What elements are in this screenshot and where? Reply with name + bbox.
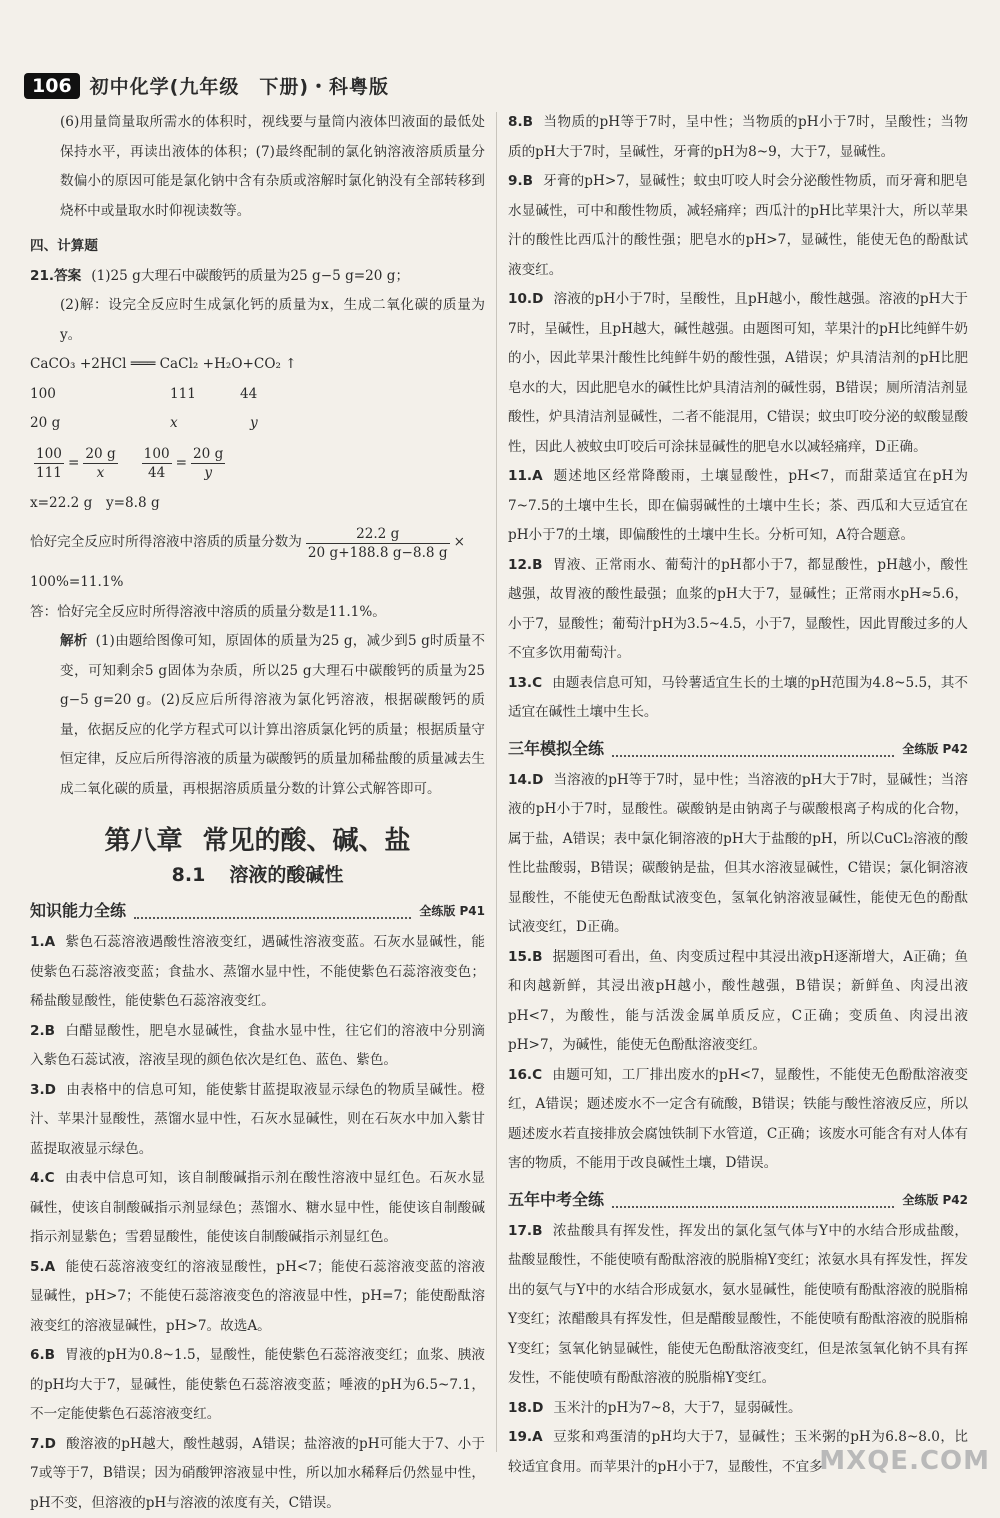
section-heading [30, 860, 485, 890]
list-item: 9.B 牙膏的pH>7，显碱性；蚊虫叮咬人时会分泌酸性物质，而牙膏和肥皂水显碱性，可中和酸性物质，减轻痛痒；西瓜汁的pH比苹果汁大，所以苹果汁的酸性比西瓜汁的酸性强；肥皂水的pH>7，显碱性，能使无色的酚酞试液变红。 [508, 167, 968, 285]
q21-mass-fraction: $\frac{22.2 g}{20 g+188.8 g-8.8 g}$ [306, 525, 450, 562]
list-item: 2.B 白醋显酸性，肥皂水显碱性，食盐水显中性，往它们的溶液中分别滴入紫色石蕊试液，溶液呈现的颜色依次是红色、蓝色、紫色。 [30, 1017, 485, 1076]
q21-equation: CaCO₃ +2HCl ═══ CaCl₂ +H₂O+CO₂ ↑ [30, 350, 485, 380]
chapter-title: 常见的酸、碱、盐 [203, 826, 411, 856]
section-number: 8.1 [172, 864, 206, 886]
list-item: 10.D 溶液的pH小于7时，呈酸性，且pH越小，酸性越强。溶液的pH大于7时，呈碱性，且pH越大，碱性越强。由题图可知，苹果汁的pH比纯鲜牛奶的小，因此苹果汁酸性比纯鲜牛奶的酸性强，A错误；炉具清洁剂的pH比肥皂水的大，因此肥皂水的碱性比炉具清洁剂的碱性弱，B错误；厕所清洁剂显酸性，炉具清洁剂显碱性，二者不能混用，C错误；蚊虫叮咬分泌的蚁酸显酸性，因此人被蚊虫叮咬后可涂抹显碱性的肥皂水以减轻痛痒，D正确。 [508, 285, 968, 462]
list-item: 6.B 胃液的pH为0.8~1.5，显酸性，能使紫色石蕊溶液变红；血浆、胰液的pH均大于7，显碱性，能使紫色石蕊溶液变蓝；唾液的pH为6.5~7.1，不一定能使紫色石蕊溶液变红。 [30, 1341, 485, 1430]
mr-caco3: 100 [30, 380, 170, 410]
list-item: 12.B 胃液、正常雨水、葡萄汁的pH都小于7，都显酸性，pH越小，酸性越强，故胃液的酸性最强；血浆的pH大于7，显碱性；正常雨水pH≈5.6，小于7，显酸性；葡萄汁pH为3.5~4.5，小于7，显酸性，因此胃酸过多的人不宜多饮用葡萄汁。 [508, 551, 968, 669]
ratio1-right: $\frac{20 g}{x}$ [83, 445, 117, 482]
page-header [24, 72, 389, 99]
list-item: 16.C 由题可知，工厂排出废水的pH<7，显酸性，不能使无色酚酞溶液变红，A错误；题述废水不一定含有硫酸，B错误；铁能与酸性溶液反应，所以题述废水若直接排放会腐蚀铁制下水管道，C正确；该废水可能含有对人体有害的物质，不能用于改良碱性土壤，D错误。 [508, 1061, 968, 1179]
ratio2-right: $\frac{20 g}{y}$ [191, 445, 225, 482]
dotted-leader [134, 903, 411, 919]
right-items-list-3 [508, 1217, 968, 1483]
section-calc-heading: 四、计算题 [30, 232, 485, 262]
book-title: 初中化学(九年级 下册)・科粤版 [90, 72, 389, 99]
ratio1-left: $\frac{100}{111}$ [34, 445, 64, 482]
right-items-list-2 [508, 766, 968, 1179]
left-items-list [30, 928, 485, 1518]
analysis-label: 解析 [60, 633, 88, 649]
bar-title: 三年模拟全练 [508, 736, 604, 762]
continued-paragraph: (6)用量筒量取所需水的体积时，视线要与量筒内液体凹液面的最低处保持水平，再读出液体的体积；(7)最终配制的氯化钠溶液溶质质量分数偏小的原因可能是氯化钠中含有杂质或溶解时氯化钠没有全部转移到烧杯中或量取水时仰视读数等。 [30, 108, 485, 226]
q21-fraction-line [30, 518, 485, 568]
mass-x: x [170, 409, 250, 439]
watermark-logo: MXQE.COM [819, 1446, 990, 1476]
mass-y: y [250, 409, 258, 439]
q21-times: × [454, 528, 465, 558]
list-item: 14.D 当溶液的pH等于7时，显中性；当溶液的pH大于7时，显碱性；当溶液的pH小于7时，显酸性。碳酸钠是由钠离子与碳酸根离子构成的化合物，属于盐，A错误；表中氯化铜溶液的pH大于盐酸的pH，所以CuCl₂溶液的酸性比盐酸弱，B错误；碳酸钠是盐，但其水溶液显碱性，C错误；氯化铜溶液显酸性，不能使无色酚酞试液变色，氢氧化钠溶液显碱性，能使无色的酚酞试液变红，D正确。 [508, 766, 968, 943]
list-item: 19.A 豆浆和鸡蛋清的pH均大于7，显碱性；玉米粥的pH为6.8~8.0，比较适宜食用。而苹果汁的pH小于7，显酸性，不宜多 [508, 1423, 968, 1482]
bar-title: 知识能力全练 [30, 898, 126, 924]
mass-caco3: 20 g [30, 409, 170, 439]
mr-co2: 44 [240, 380, 257, 410]
chapter-heading [30, 824, 485, 858]
q21-part1: (1)25 g大理石中碳酸钙的质量为25 g−5 g=20 g； [91, 268, 409, 284]
section-title: 溶液的酸碱性 [229, 864, 343, 886]
dotted-leader [612, 1192, 894, 1208]
q21-result: x=22.2 g y=8.8 g [30, 489, 485, 519]
list-item: 11.A 题述地区经常降酸雨，土壤显酸性，pH<7，而甜菜适宜在pH为7~7.5的土壤中生长，即在偏弱碱性的土壤中生长；茶、西瓜和大豆适宜在pH小于7的土壤，即偏酸性的土壤中生长。分析可知，A符合题意。 [508, 462, 968, 551]
chapter-number: 第八章 [104, 826, 182, 856]
q21-mass-row [30, 409, 485, 439]
mr-cacl2: 111 [170, 380, 240, 410]
q21-analysis: (1)由题给图像可知，原固体的质量为25 g，减少到5 g时质量不变，可知剩余5 g固体为杂质，所以25 g大理石中碳酸钙的质量为25 g−5 g=20 g。(2)反应后所得溶液为氯化钙溶液，根据碳酸钙的质量，依据反应的化学方程式可以计算出溶质氯化钙的质量；根据质量守恒定律，反应后所得溶液的质量为碳酸钙的质量加稀盐酸的质量减去生成二氧化碳的质量，再根据溶质质量分数的计算公式解答即可。 [60, 633, 485, 797]
column-divider [496, 112, 497, 1452]
left-column [30, 108, 485, 1518]
bar-page-ref: 全练版 P42 [902, 736, 968, 762]
list-item: 3.D 由表格中的信息可知，能使紫甘蓝提取液显示绿色的物质呈碱性。橙汁、苹果汁显酸性，蒸馏水显中性，石灰水显碱性，则在石灰水中加入紫甘蓝提取液显示绿色。 [30, 1076, 485, 1165]
ratio2-left: $\frac{100}{44}$ [142, 445, 172, 482]
q21-answer: 答：恰好完全反应时所得溶液中溶质的质量分数是11.1%。 [30, 598, 485, 628]
bar-title: 五年中考全练 [508, 1187, 604, 1213]
list-item: 18.D 玉米汁的pH为7~8，大于7，显弱碱性。 [508, 1394, 968, 1424]
q21-part2: (2)解：设完全反应时生成氯化钙的质量为x，生成二氧化碳的质量为y。 [30, 291, 485, 350]
right-items-list-1 [508, 108, 968, 728]
q21-percent: 100%=11.1% [30, 568, 485, 598]
q21-number: 21.答案 [30, 268, 81, 284]
q21-molar-row [30, 380, 485, 410]
list-item: 13.C 由题表信息可知，马铃薯适宜生长的土壤的pH范围为4.8~5.5，其不适宜在碱性土壤中生长。 [508, 669, 968, 728]
list-item: 5.A 能使石蕊溶液变红的溶液显酸性，pH<7；能使石蕊溶液变蓝的溶液显碱性，pH>7；不能使石蕊溶液变色的溶液显中性，pH=7；能使酚酞溶液变红的溶液显碱性，pH>7。故选A。 [30, 1253, 485, 1342]
bar-page-ref: 全练版 P41 [419, 898, 485, 924]
dotted-leader [612, 741, 894, 757]
list-item: 17.B 浓盐酸具有挥发性，挥发出的氯化氢气体与Y中的水结合形成盐酸，盐酸显酸性，不能使喷有酚酞溶液的脱脂棉Y变红；浓氨水具有挥发性，挥发出的氨气与Y中的水结合形成氨水，氨水显碱性，能使喷有酚酞溶液的脱脂棉Y变红；浓醋酸具有挥发性，但是醋酸显酸性，不能使喷有酚酞溶液的脱脂棉Y变红；氢氧化钠显碱性，能使无色酚酞溶液变红，但是浓氢氧化钠不具有挥发性，不能使喷有酚酞溶液的脱脂棉Y变红。 [508, 1217, 968, 1394]
page-number: 106 [24, 73, 80, 99]
bar-page-ref: 全练版 P42 [902, 1187, 968, 1213]
list-item: 15.B 据题图可看出，鱼、肉变质过程中其浸出液pH逐渐增大，A正确；鱼和肉越新鲜，其浸出液pH越小，酸性越强，B错误；新鲜鱼、肉浸出液pH<7，为酸性，能与活泼金属单质反应，C正确；变质鱼、肉浸出液pH>7，为碱性，能使无色酚酞溶液变红。 [508, 943, 968, 1061]
right-column [508, 108, 968, 1482]
list-item: 8.B 当物质的pH等于7时，呈中性；当物质的pH小于7时，呈酸性；当物质的pH大于7时，呈碱性，牙膏的pH为8~9，大于7，显碱性。 [508, 108, 968, 167]
section-bar-five-year [508, 1187, 968, 1213]
q21-part3-text: 恰好完全反应时所得溶液中溶质的质量分数为 [30, 528, 302, 558]
section-bar-knowledge [30, 898, 485, 924]
list-item: 4.C 由表中信息可知，该自制酸碱指示剂在酸性溶液中显红色。石灰水显碱性，使该自制酸碱指示剂显绿色；蒸馏水、糖水显中性，能使该自制酸碱指示剂显紫色；雪碧显酸性，能使该自制酸碱指示剂显红色。 [30, 1164, 485, 1253]
list-item: 1.A 紫色石蕊溶液遇酸性溶液变红，遇碱性溶液变蓝。石灰水显碱性，能使紫色石蕊溶液变蓝；食盐水、蒸馏水显中性，不能使紫色石蕊溶液变色；稀盐酸显酸性，能使紫色石蕊溶液变红。 [30, 928, 485, 1017]
section-bar-three-year [508, 736, 968, 762]
question-21 [30, 262, 485, 805]
q21-ratio-row: $\frac{100}{111}$ = $\frac{20 g}{x}$ $\frac{100}{44}$ = $\frac{20 g}{y}$ [30, 439, 485, 489]
list-item: 7.D 酸溶液的pH越大，酸性越弱，A错误；盐溶液的pH可能大于7、小于7或等于7，B错误；因为硝酸钾溶液显中性，所以加水稀释后仍然显中性，pH不变，但溶液的pH与溶液的浓度有关，C错误。 [30, 1430, 485, 1518]
